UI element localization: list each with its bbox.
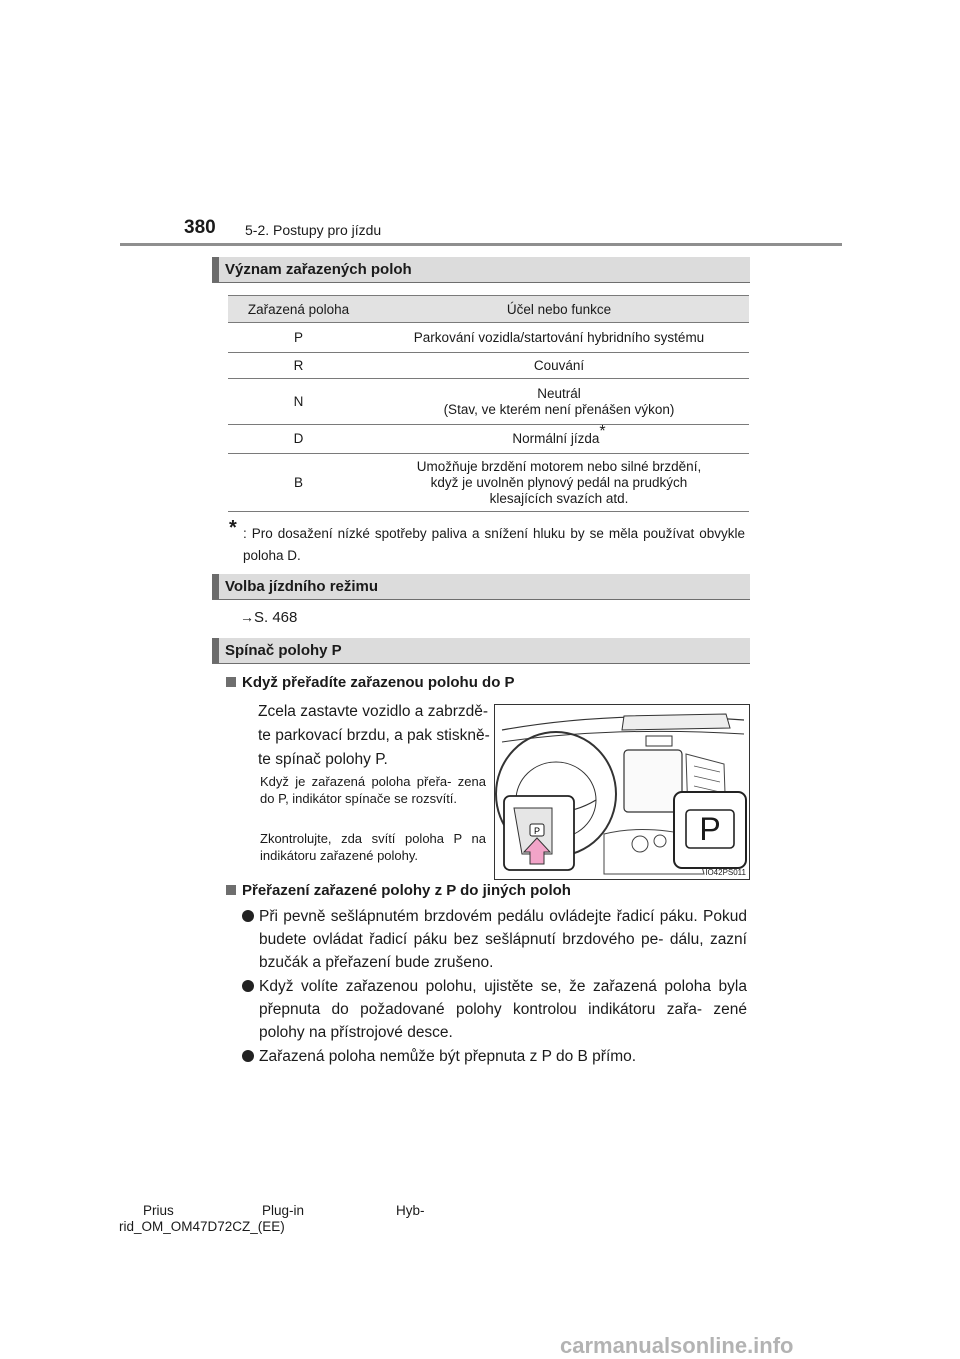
- list-item-text: Zařazená poloha nemůže být přepnuta z P do B přímo.: [259, 1048, 637, 1065]
- section-heading-p-switch: [212, 638, 750, 664]
- dashboard-drawing: [494, 704, 750, 880]
- subheading-text: Přeřazení zařazené polohy z P do jiných poloh: [242, 882, 571, 899]
- heading-bar: [212, 638, 219, 663]
- table-cell-function: Couvání: [369, 353, 749, 379]
- arrow-right-icon: →: [240, 609, 254, 625]
- table-cell-position: P: [228, 323, 369, 353]
- table-header-position: Zařazená poloha: [228, 296, 369, 323]
- instruction-text: Zcela zastavte vozidlo a zabrzdě- te parkovací brzdu, a pak stiskně- te spínač polohy P.: [258, 703, 490, 768]
- footnote-text: : Pro dosažení nízké spotřeby paliva a snížení hluku by se měla používat obvykle poloha D.: [243, 526, 745, 563]
- table-row: [228, 353, 749, 379]
- table-cell-position: N: [228, 379, 369, 425]
- list-item: [242, 1045, 747, 1068]
- table-cell-line: klesajících svazích atd.: [489, 490, 629, 506]
- table-header-function: Účel nebo funkce: [369, 296, 749, 323]
- footer-model: Prius: [143, 1203, 174, 1218]
- table-cell-position: D: [228, 425, 369, 454]
- square-bullet-icon: [226, 677, 236, 687]
- footer-code: rid_OM_OM47D72CZ_(EE): [119, 1219, 285, 1234]
- dashboard-illustration: [494, 704, 750, 880]
- table-cell-line: (Stav, ve kterém není přenášen výkon): [443, 401, 675, 417]
- subheading-shift-from-p: [226, 882, 571, 899]
- list-item-text: Při pevně sešlápnutém brzdovém pedálu ovládejte řadicí páku. Pokud budete ovládat řadicí páku bez sešlápnutí brzdového pe- dálu, zazní bzučák a přeřazení bude zrušeno.: [259, 908, 747, 971]
- list-item: [242, 975, 747, 1044]
- heading-bar: [212, 574, 219, 599]
- bullet-dot-icon: [242, 1050, 254, 1062]
- page-number: 380: [184, 217, 216, 238]
- table-row: [228, 454, 749, 512]
- illustration-code: IO42PS011: [705, 868, 746, 877]
- square-bullet-icon: [226, 885, 236, 895]
- section-heading-meaning: [212, 257, 750, 283]
- bullet-list: [242, 905, 747, 1068]
- footer-variant: Plug-in: [262, 1203, 305, 1218]
- table-cell-line: když je uvolněn plynový pedál na prudkých: [430, 474, 688, 490]
- section-heading-text: Spínač polohy P: [225, 642, 342, 659]
- footer-type: Hyb-: [396, 1203, 425, 1218]
- table-header-row: [228, 296, 749, 323]
- reference-text: S. 468: [254, 609, 298, 626]
- table-cell-function: [369, 379, 749, 425]
- note-text: Když je zařazená poloha přeřa- zena do P, indikátor spínače se rozsvítí.: [260, 774, 486, 806]
- section-heading-drive-mode: [212, 574, 750, 600]
- watermark: carmanualsonline.info: [560, 1333, 794, 1358]
- heading-bar: [212, 257, 219, 282]
- list-item: [242, 905, 747, 974]
- subheading-text: Když přeřadíte zařazenou polohu do P: [242, 674, 515, 691]
- footnote-mark: *: [599, 422, 606, 440]
- footnote-star: *: [229, 517, 237, 539]
- section-heading-text: Význam zařazených poloh: [225, 261, 412, 278]
- note-text: Zkontrolujte, zda svítí poloha P na indikátoru zařazené polohy.: [260, 831, 486, 863]
- table-cell-position: B: [228, 454, 369, 512]
- list-item-text: Když volíte zařazenou polohu, ujistěte se, že zařazená poloha byla přepnuta do požadované polohy kontrolou indikátoru zařa- zené polohy na přístrojové desce.: [259, 978, 747, 1041]
- gear-positions-table: [228, 295, 749, 512]
- bullet-dot-icon: [242, 910, 254, 922]
- table-row: [228, 323, 749, 353]
- table-row: [228, 425, 749, 454]
- table-cell-line: Neutrál: [537, 385, 581, 401]
- subheading-shift-to-p: [226, 674, 515, 691]
- header-rule: [120, 243, 842, 246]
- table-cell-function: [369, 454, 749, 512]
- page-reference[interactable]: [240, 609, 297, 626]
- table-cell-function: Parkování vozidla/startování hybridního systému: [369, 323, 749, 353]
- table-cell-line: Umožňuje brzdění motorem nebo silné brzdění,: [416, 458, 702, 474]
- small-p-glyph: P: [533, 826, 541, 836]
- table-row: [228, 379, 749, 425]
- section-heading-text: Volba jízdního režimu: [225, 578, 379, 595]
- table-cell-function: [369, 422, 749, 454]
- bullet-dot-icon: [242, 980, 254, 992]
- section-title: 5-2. Postupy pro jízdu: [245, 222, 382, 238]
- table-cell-text: Normální jízda: [512, 431, 600, 446]
- p-indicator-letter: P: [699, 810, 721, 847]
- table-cell-position: R: [228, 353, 369, 379]
